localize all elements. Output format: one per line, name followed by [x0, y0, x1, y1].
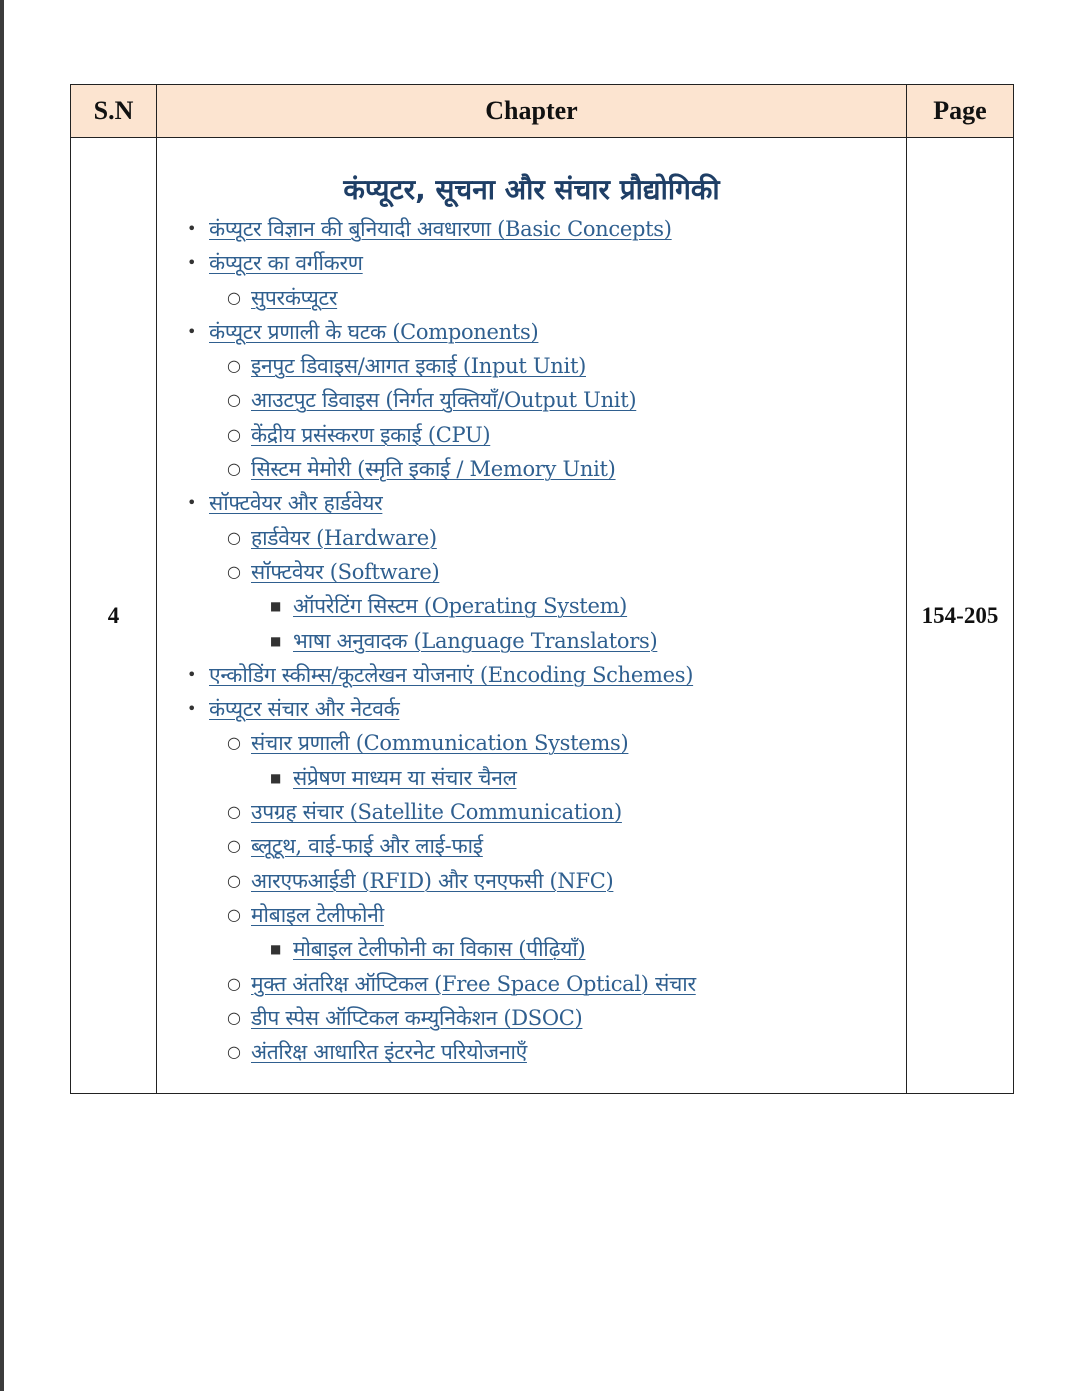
header-row: [71, 85, 1014, 138]
bullet-circle-icon: ○: [227, 1007, 241, 1027]
topic-link-item[interactable]: [157, 281, 906, 315]
serial-number: 4: [71, 138, 157, 1094]
bullet-circle-icon: ○: [227, 561, 241, 581]
bullet-circle-icon: ○: [227, 733, 241, 753]
topic-link-item[interactable]: [157, 486, 906, 520]
topic-link-text[interactable]: कंप्यूटर प्रणाली के घटक (Components): [209, 319, 539, 344]
topic-link-item[interactable]: [157, 829, 906, 863]
bullet-dot-icon: •: [187, 321, 197, 341]
bullet-circle-icon: ○: [227, 904, 241, 924]
topic-list: [157, 212, 906, 1069]
topic-link-text[interactable]: सिस्टम मेमोरी (स्मृति इकाई / Memory Unit): [251, 457, 616, 482]
topic-link-item[interactable]: [157, 658, 906, 692]
topic-link-item[interactable]: [157, 418, 906, 452]
topic-link-item[interactable]: [157, 1035, 906, 1069]
bullet-circle-icon: ○: [227, 836, 241, 856]
bullet-square-icon: ■: [270, 770, 282, 785]
topic-link-text[interactable]: मोबाइल टेलीफोनी: [251, 902, 384, 927]
bullet-square-icon: ■: [270, 633, 282, 648]
topic-link-item[interactable]: [157, 932, 906, 966]
topic-link-item[interactable]: [157, 1001, 906, 1035]
topic-link-text[interactable]: केंद्रीय प्रसंस्करण इकाई (CPU): [251, 422, 491, 447]
bullet-circle-icon: ○: [227, 527, 241, 547]
topic-link-text[interactable]: उपग्रह संचार (Satellite Communication): [251, 800, 622, 825]
bullet-dot-icon: •: [187, 493, 197, 513]
topic-link-item[interactable]: [157, 624, 906, 658]
topic-link-text[interactable]: कंप्यूटर विज्ञान की बुनियादी अवधारणा (Basic Concepts): [209, 217, 672, 241]
topic-link-item[interactable]: [157, 898, 906, 932]
topic-link-text[interactable]: सुपरकंप्यूटर: [251, 285, 338, 310]
topic-link-item[interactable]: [157, 864, 906, 898]
bullet-circle-icon: ○: [227, 459, 241, 479]
bullet-circle-icon: ○: [227, 356, 241, 376]
topic-link-text[interactable]: आरएफआईडी (RFID) और एनएफसी (NFC): [251, 868, 614, 893]
topic-link-item[interactable]: [157, 246, 906, 280]
chapter-cell: [157, 138, 907, 1094]
topic-link-text[interactable]: डीप स्पेस ऑप्टिकल कम्युनिकेशन (DSOC): [251, 1005, 583, 1030]
bullet-dot-icon: •: [187, 253, 197, 273]
topic-link-item[interactable]: [157, 589, 906, 623]
topic-link-item[interactable]: [157, 315, 906, 349]
page-range: 154-205: [907, 138, 1014, 1094]
topic-link-text[interactable]: एन्कोडिंग स्कीम्स/कूटलेखन योजनाएं (Encoding Schemes): [209, 662, 694, 687]
page-left-edge: [0, 0, 4, 1391]
topic-link-item[interactable]: [157, 726, 906, 760]
bullet-square-icon: ■: [270, 942, 282, 957]
topic-link-item[interactable]: [157, 383, 906, 417]
bullet-dot-icon: •: [187, 664, 197, 684]
topic-link-text[interactable]: कंप्यूटर संचार और नेटवर्क: [209, 697, 400, 722]
topic-link-text[interactable]: ऑपरेटिंग सिस्टम (Operating System): [293, 594, 628, 619]
topic-link-text[interactable]: भाषा अनुवादक (Language Translators): [293, 628, 658, 653]
header-page: Page: [907, 85, 1014, 138]
topic-link-text[interactable]: मोबाइल टेलीफोनी का विकास (पीढ़ियाँ): [293, 937, 586, 962]
contents-table: [70, 84, 1014, 1094]
topic-link-item[interactable]: [157, 452, 906, 486]
topic-link-item[interactable]: [157, 692, 906, 726]
bullet-circle-icon: ○: [227, 870, 241, 890]
bullet-circle-icon: ○: [227, 424, 241, 444]
topic-link-item[interactable]: [157, 521, 906, 555]
topic-link-text[interactable]: संचार प्रणाली (Communication Systems): [251, 731, 629, 756]
topic-link-item[interactable]: [157, 212, 906, 246]
topic-link-text[interactable]: मुक्त अंतरिक्ष ऑप्टिकल (Free Space Optical) संचार: [251, 971, 696, 996]
bullet-circle-icon: ○: [227, 973, 241, 993]
topic-link-text[interactable]: सॉफ्टवेयर और हार्डवेयर: [209, 491, 383, 516]
bullet-circle-icon: ○: [227, 802, 241, 822]
topic-link-item[interactable]: [157, 555, 906, 589]
topic-link-item[interactable]: [157, 967, 906, 1001]
bullet-square-icon: ■: [270, 599, 282, 614]
bullet-dot-icon: •: [187, 699, 197, 719]
bullet-circle-icon: ○: [227, 1042, 241, 1062]
topic-link-text[interactable]: इनपुट डिवाइस/आगत इकाई (Input Unit): [251, 354, 586, 379]
topic-link-item[interactable]: [157, 795, 906, 829]
header-sn: S.N: [71, 85, 157, 138]
topic-link-text[interactable]: कंप्यूटर का वर्गीकरण: [209, 251, 363, 276]
bullet-dot-icon: •: [187, 219, 197, 238]
topic-link-item[interactable]: [157, 349, 906, 383]
topic-link-text[interactable]: सॉफ्टवेयर (Software): [251, 559, 440, 584]
bullet-circle-icon: ○: [227, 390, 241, 410]
topic-link-text[interactable]: संप्रेषण माध्यम या संचार चैनल: [293, 765, 517, 790]
topic-link-text[interactable]: अंतरिक्ष आधारित इंटरनेट परियोजनाएँ: [251, 1040, 527, 1065]
topic-link-item[interactable]: [157, 761, 906, 795]
chapter-title: कंप्यूटर, सूचना और संचार प्रौद्योगिकी: [343, 173, 720, 206]
header-chapter: Chapter: [157, 85, 907, 138]
topic-link-text[interactable]: ब्लूटूथ, वाई-फाई और लाई-फाई: [251, 834, 483, 859]
table-row: [71, 138, 1014, 1094]
topic-link-text[interactable]: हार्डवेयर (Hardware): [251, 525, 437, 550]
bullet-circle-icon: ○: [227, 287, 241, 307]
topic-link-text[interactable]: आउटपुट डिवाइस (निर्गत युक्तियाँ/Output Unit): [251, 388, 637, 413]
